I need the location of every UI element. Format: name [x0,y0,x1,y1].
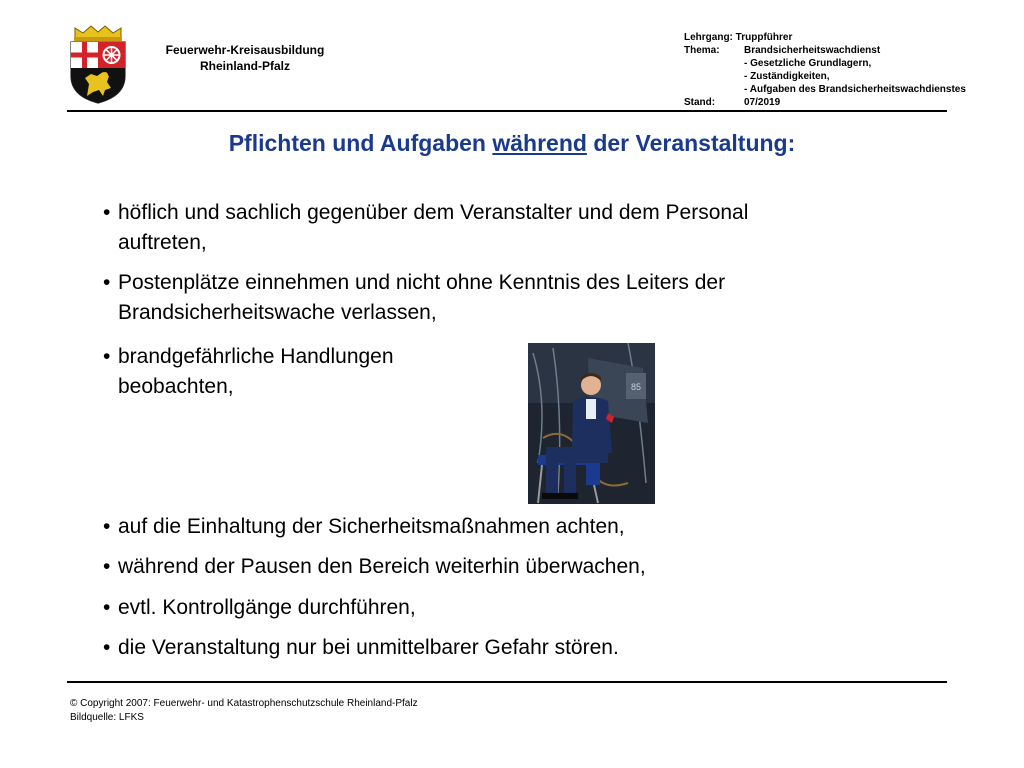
bullet-text: brandgefährliche Handlungen [118,345,394,368]
image-source: Bildquelle: LFKS [70,712,144,723]
bullet-item: • während der Pausen den Bereich weiterhin überwachen, [103,555,646,578]
title-part-2: der Veranstaltung: [586,130,796,156]
coat-of-arms-logo [67,24,129,104]
bullet-text-cont: Brandsicherheitswache verlassen, [118,301,437,324]
bullet-item: • auf die Einhaltung der Sicherheitsmaßnahmen achten, [103,515,625,538]
status-value: 07/2019 [744,97,781,108]
bullet-text: auf die Einhaltung der Sicherheitsmaßnahmen achten, [118,515,625,538]
course-info [684,31,966,109]
copyright-text: © Copyright 2007: Feuerwehr- und Katastrophenschutzschule Rheinland-Pfalz [70,698,418,709]
bullet-item: • die Veranstaltung nur bei unmittelbarer Gefahr stören. [103,636,619,659]
topic-line-4: - Aufgaben des Brandsicherheitswachdienstes [744,84,966,95]
bullet-item: • Postenplätze einnehmen und nicht ohne Kenntnis des Leiters der Brandsicherheitswache verlassen, [103,268,725,328]
footer [70,697,418,725]
title-part-1: Pflichten und Aufgaben [228,130,493,156]
bullet-item: • höflich und sachlich gegenüber dem Veranstalter und dem Personal auftreten, [103,198,748,258]
svg-text:85: 85 [631,382,642,392]
header-divider [67,110,947,112]
footer-divider [67,681,947,683]
bullet-text-cont: beobachten, [118,375,234,398]
bullet-text: die Veranstaltung nur bei unmittelbarer Gefahr stören. [118,636,619,659]
firefighter-photo [528,343,655,504]
status-label: Stand: [684,97,716,108]
topic-label: Thema: [684,45,720,56]
bullet-text: Postenplätze einnehmen und nicht ohne Kenntnis des Leiters der [118,271,726,294]
title-underlined: während [492,130,587,156]
bullet-item: • brandgefährliche Handlungen beobachten, [103,342,394,402]
bullet-text-cont: auftreten, [118,231,207,254]
topic-line-3: - Zuständigkeiten, [744,71,830,82]
bullet-text: evtl. Kontrollgänge durchführen, [118,596,416,619]
page-title [0,130,1024,157]
organization-name [140,42,350,74]
bullet-item: • evtl. Kontrollgänge durchführen, [103,596,416,619]
org-line-1: Feuerwehr-Kreisausbildung [165,43,325,57]
course-label: Lehrgang: Truppführer [684,32,793,43]
topic-line-2: - Gesetzliche Grundlagern, [744,58,872,69]
bullet-text: höflich und sachlich gegenüber dem Veranstalter und dem Personal [118,201,749,224]
org-line-2: Rheinland-Pfalz [199,59,290,73]
bullet-text: während der Pausen den Bereich weiterhin überwachen, [118,555,646,578]
topic-line-1: Brandsicherheitswachdienst [744,45,881,56]
